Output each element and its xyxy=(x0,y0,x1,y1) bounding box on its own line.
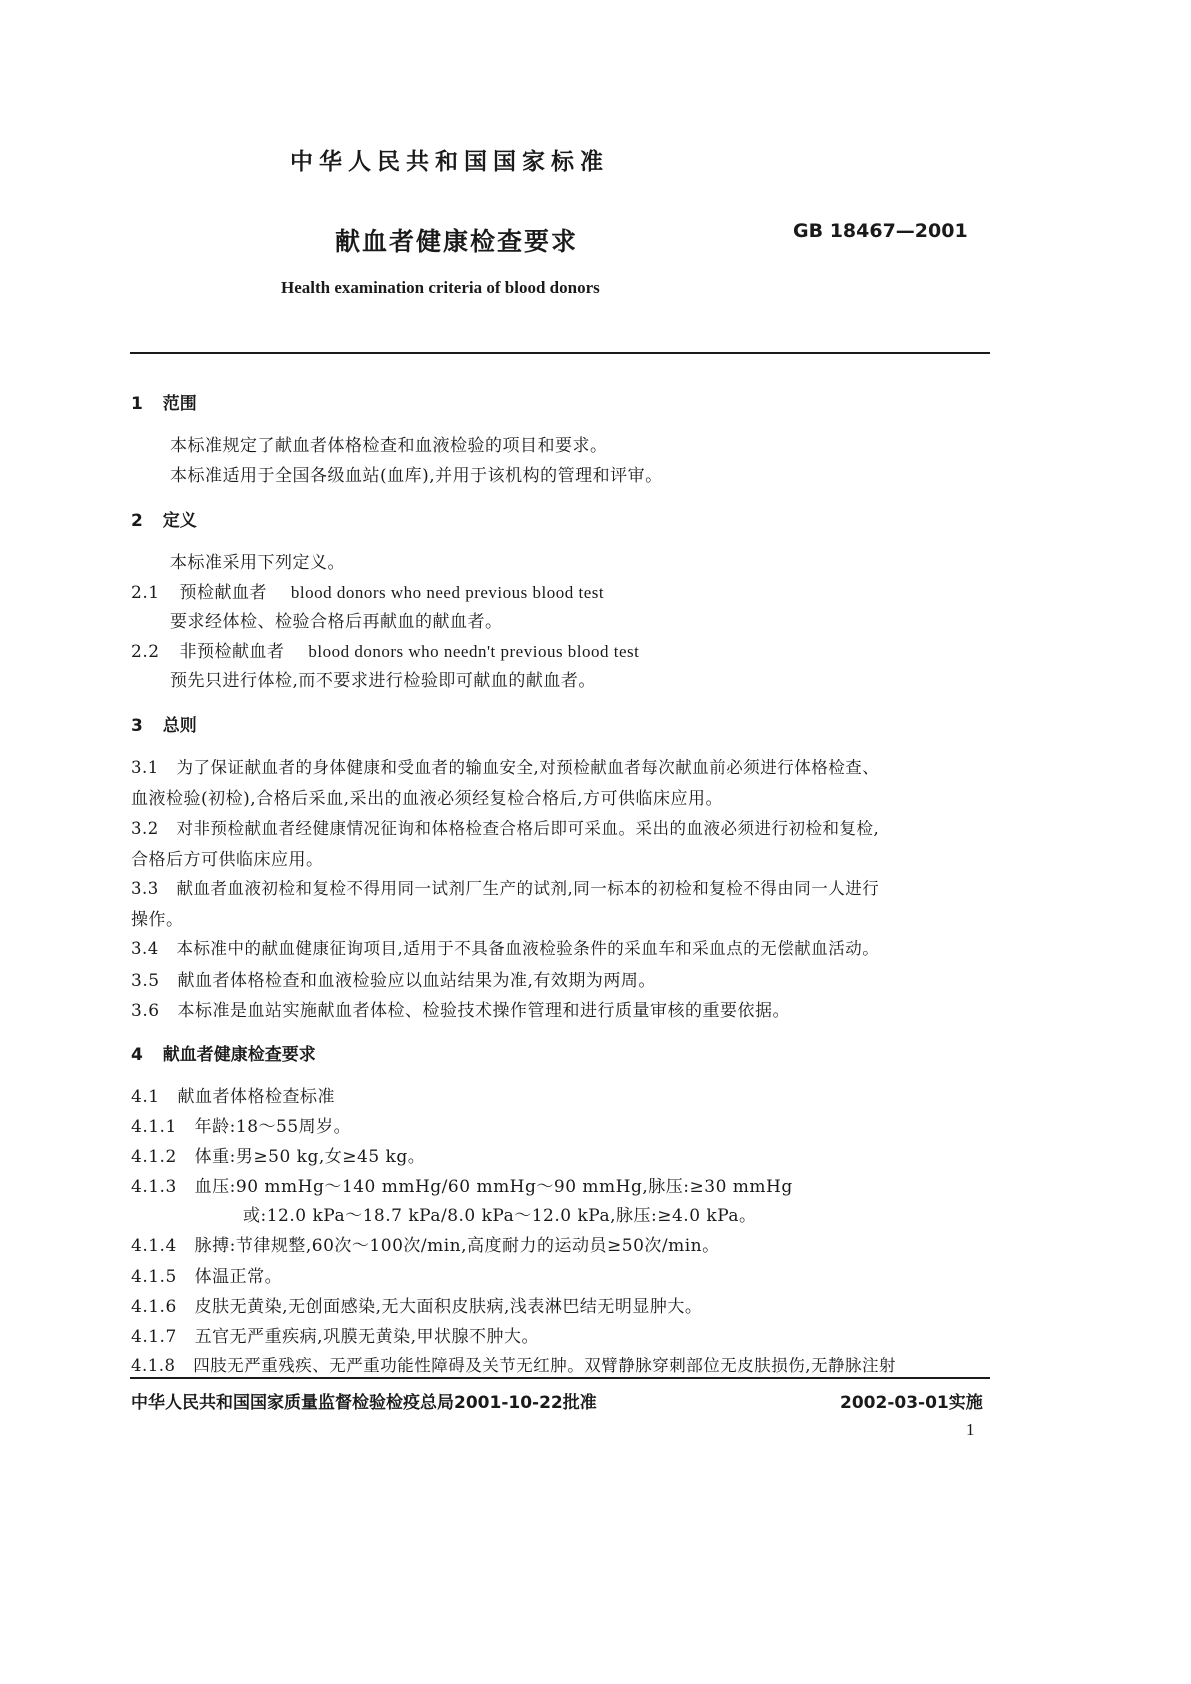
clause-number: 3.6 xyxy=(131,1001,160,1021)
definition-term: 预检献血者 xyxy=(179,583,267,603)
clause-number: 3.2 xyxy=(131,819,159,838)
item-text: 年龄:18～55周岁。 xyxy=(194,1117,352,1137)
item-text: 皮肤无黄染,无创面感染,无大面积皮肤病,浅表淋巴结无明显肿大。 xyxy=(194,1297,703,1317)
item-4-1-4 xyxy=(131,1231,720,1256)
paragraph: 本标准采用下列定义。 xyxy=(170,553,345,573)
section-title: 范围 xyxy=(162,394,197,414)
standard-title: 献血者健康检查要求 xyxy=(335,227,579,256)
clause-text: 对非预检献血者经健康情况征询和体格检查合格后即可采血。采出的血液必须进行初检和复检, xyxy=(176,819,880,838)
clause-3-1 xyxy=(131,754,879,778)
section-4-heading xyxy=(131,1040,316,1065)
clause-number: 3.1 xyxy=(131,758,159,777)
item-4-1-7 xyxy=(131,1322,539,1347)
clause-continuation: 操作。 xyxy=(131,910,184,930)
section-number: 1 xyxy=(131,394,143,414)
definition-2-1 xyxy=(131,578,604,603)
clause-continuation: 血液检验(初检),合格后采血,采出的血液必须经复检合格后,方可供临床应用。 xyxy=(131,789,723,809)
paragraph: 本标准规定了献血者体格检查和血液检验的项目和要求。 xyxy=(170,436,608,456)
clause-number: 2.2 xyxy=(131,642,160,662)
item-4-1-2 xyxy=(131,1142,425,1167)
clause-number: 4.1.6 xyxy=(131,1297,177,1317)
section-2-heading xyxy=(131,506,197,531)
definition-term: 非预检献血者 xyxy=(179,642,285,662)
item-text: 脉搏:节律规整,60次～100次/min,高度耐力的运动员≥50次/min。 xyxy=(194,1236,720,1256)
subsection-4-1 xyxy=(131,1082,335,1107)
subsection-title: 献血者体格检查标准 xyxy=(177,1087,335,1107)
clause-3-6 xyxy=(131,996,790,1021)
header-rule xyxy=(130,352,990,354)
clause-continuation: 合格后方可供临床应用。 xyxy=(131,850,324,870)
implementation-date: 2002-03-01实施 xyxy=(840,1393,983,1413)
clause-number: 4.1.5 xyxy=(131,1267,177,1287)
clause-number: 3.3 xyxy=(131,879,159,898)
section-number: 2 xyxy=(131,511,143,531)
page-number: 1 xyxy=(966,1420,975,1439)
clause-text: 献血者体格检查和血液检验应以血站结果为准,有效期为两周。 xyxy=(177,971,656,991)
item-4-1-1 xyxy=(131,1112,351,1137)
clause-3-5 xyxy=(131,966,656,991)
clause-number: 4.1.3 xyxy=(131,1177,177,1197)
clause-number: 4.1.4 xyxy=(131,1236,177,1256)
definition-english: blood donors who needn't previous blood test xyxy=(308,642,640,661)
clause-number: 4.1.8 xyxy=(131,1356,176,1375)
clause-3-4 xyxy=(131,935,879,959)
definition-text: 要求经体检、检验合格后再献血的献血者。 xyxy=(170,612,503,632)
item-text: 体重:男≥50 kg,女≥45 kg。 xyxy=(194,1147,426,1167)
clause-3-3 xyxy=(131,875,879,899)
national-standard-title: 中华人民共和国国家标准 xyxy=(290,149,609,175)
clause-number: 4.1.1 xyxy=(131,1117,177,1137)
clause-number: 4.1 xyxy=(131,1087,160,1107)
clause-number: 4.1.2 xyxy=(131,1147,177,1167)
clause-text: 献血者血液初检和复检不得用同一试剂厂生产的试剂,同一标本的初检和复检不得由同一人进行 xyxy=(176,879,880,898)
clause-number: 4.1.7 xyxy=(131,1327,177,1347)
footer-rule xyxy=(130,1377,990,1379)
clause-number: 3.5 xyxy=(131,971,160,991)
section-number: 4 xyxy=(131,1045,143,1065)
clause-number: 2.1 xyxy=(131,583,160,603)
section-1-heading xyxy=(131,389,197,414)
item-continuation: 或:12.0 kPa～18.7 kPa/8.0 kPa～12.0 kPa,脉压:≥4.0 kPa。 xyxy=(243,1206,757,1226)
english-title: Health examination criteria of blood donors xyxy=(281,278,600,297)
clause-text: 为了保证献血者的身体健康和受血者的输血安全,对预检献血者每次献血前必须进行体格检查、 xyxy=(176,758,880,777)
item-text: 五官无严重疾病,巩膜无黄染,甲状腺不肿大。 xyxy=(194,1327,539,1347)
definition-text: 预先只进行体检,而不要求进行检验即可献血的献血者。 xyxy=(170,671,596,691)
item-4-1-5 xyxy=(131,1262,282,1287)
clause-number: 3.4 xyxy=(131,939,159,958)
section-title: 定义 xyxy=(162,511,197,531)
standard-code: GB 18467—2001 xyxy=(793,220,968,242)
section-title: 总则 xyxy=(162,716,197,736)
section-3-heading xyxy=(131,711,197,736)
item-text: 四肢无严重残疾、无严重功能性障碍及关节无红肿。双臂静脉穿刺部位无皮肤损伤,无静脉注射 xyxy=(193,1356,896,1375)
item-4-1-8 xyxy=(131,1352,896,1376)
definition-english: blood donors who need previous blood test xyxy=(290,583,605,602)
clause-3-2 xyxy=(131,815,879,839)
item-4-1-6 xyxy=(131,1292,702,1317)
clause-text: 本标准是血站实施献血者体检、检验技术操作管理和进行质量审核的重要依据。 xyxy=(177,1001,790,1021)
item-4-1-3 xyxy=(131,1172,793,1197)
section-number: 3 xyxy=(131,716,143,736)
approval-line: 中华人民共和国国家质量监督检验检疫总局2001-10-22批准 xyxy=(131,1393,597,1413)
definition-2-2 xyxy=(131,637,639,662)
clause-text: 本标准中的献血健康征询项目,适用于不具备血液检验条件的采血车和采血点的无偿献血活动。 xyxy=(176,939,880,958)
paragraph: 本标准适用于全国各级血站(血库),并用于该机构的管理和评审。 xyxy=(170,466,663,486)
item-text: 血压:90 mmHg～140 mmHg/60 mmHg～90 mmHg,脉压:≥30 mmHg xyxy=(194,1177,793,1197)
section-title: 献血者健康检查要求 xyxy=(162,1045,316,1065)
item-text: 体温正常。 xyxy=(194,1267,283,1287)
